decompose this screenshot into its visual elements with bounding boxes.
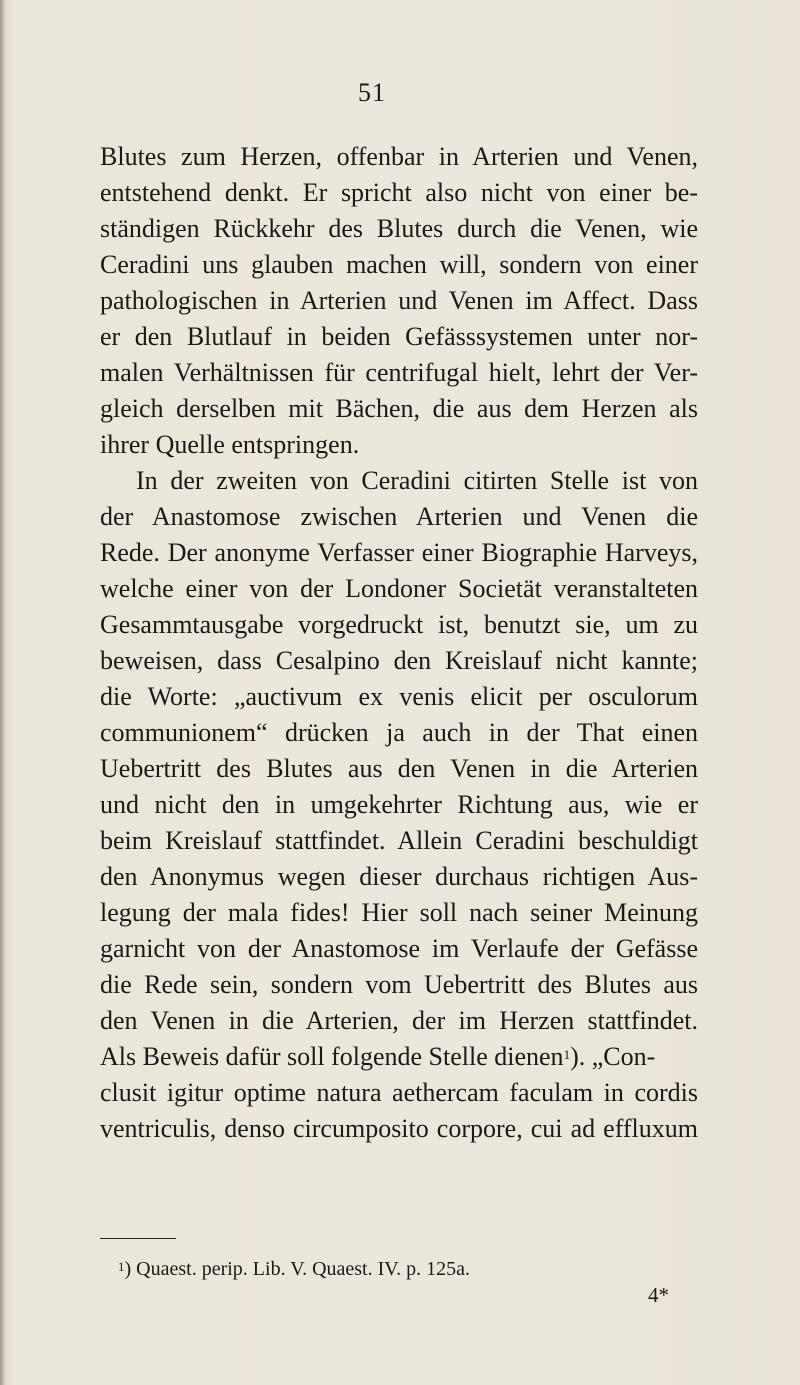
text-line: der Anastomose zwischen Arterien und Venen die: [100, 502, 698, 531]
text-line: communionem“ drücken ja auch in der That einen: [100, 718, 698, 747]
footnote: [118, 1257, 470, 1281]
text-line: beim Kreislauf stattfindet. Allein Ceradini beschuldigt: [100, 826, 698, 855]
text-line: Ceradini uns glauben machen will, sondern von einer: [100, 250, 698, 279]
text-line: entstehend denkt. Er spricht also nicht von einer be-: [100, 178, 698, 207]
text-line: den Anonymus wegen dieser durchaus richtigen Aus-: [100, 862, 698, 891]
text-line: welche einer von der Londoner Societät veranstalteten: [100, 574, 698, 603]
text-line: die Rede sein, sondern vom Uebertritt des Blutes aus: [100, 970, 698, 999]
text-line: den Venen in die Arterien, der im Herzen stattfindet.: [100, 1006, 698, 1035]
text-line: In der zweiten von Ceradini citirten Stelle ist von: [136, 466, 698, 495]
text-line: Blutes zum Herzen, offenbar in Arterien und Venen,: [100, 142, 698, 171]
footnote-marker-paren: ): [124, 1258, 132, 1280]
text-line: ihrer Quelle entspringen.: [100, 430, 360, 459]
text-line: ventriculis, denso circumposito corpore, cui ad effluxum: [100, 1114, 698, 1143]
footnote-text: Quaest. perip. Lib. V. Quaest. IV. p. 125a.: [136, 1258, 471, 1280]
text-line: gleich derselben mit Bächen, die aus dem Herzen als: [100, 394, 698, 423]
signature-mark: 4*: [648, 1283, 669, 1307]
text-line-with-footnote-ref: [100, 1040, 698, 1074]
text-line: malen Verhältnissen für centrifugal hielt, lehrt der Ver-: [100, 358, 698, 387]
page-number: 51: [358, 78, 386, 107]
text-line: legung der mala fides! Hier soll nach seiner Meinung: [100, 898, 698, 927]
footnote-rule: [100, 1238, 176, 1239]
text-line: Rede. Der anonyme Verfasser einer Biographie Harveys,: [100, 538, 698, 567]
text-line: ständigen Rückkehr des Blutes durch die Venen, wie: [100, 214, 698, 243]
text-line: beweisen, dass Cesalpino den Kreislauf nicht kannte;: [100, 646, 698, 675]
text-line-start: Als Beweis dafür soll folgende Stelle dienen: [100, 1042, 564, 1071]
text-line: pathologischen in Arterien und Venen im Affect. Dass: [100, 286, 698, 315]
text-line-end: ). „Con-: [570, 1042, 656, 1071]
text-line: die Worte: „auctivum ex venis elicit per osculorum: [100, 682, 698, 711]
footnote-marker: 1: [118, 1259, 125, 1274]
text-line: Uebertritt des Blutes aus den Venen in die Arterien: [100, 754, 698, 783]
text-line: und nicht den in umgekehrter Richtung aus, wie er: [100, 790, 698, 819]
footnote-reference: 1: [563, 1047, 571, 1062]
text-line: Gesammtausgabe vorgedruckt ist, benutzt sie, um zu: [100, 610, 698, 639]
text-line: garnicht von der Anastomose im Verlaufe der Gefässe: [100, 934, 698, 963]
text-line: clusit igitur optime natura aethercam faculam in cordis: [100, 1078, 698, 1107]
text-line: er den Blutlauf in beiden Gefässsystemen unter nor-: [100, 322, 698, 351]
